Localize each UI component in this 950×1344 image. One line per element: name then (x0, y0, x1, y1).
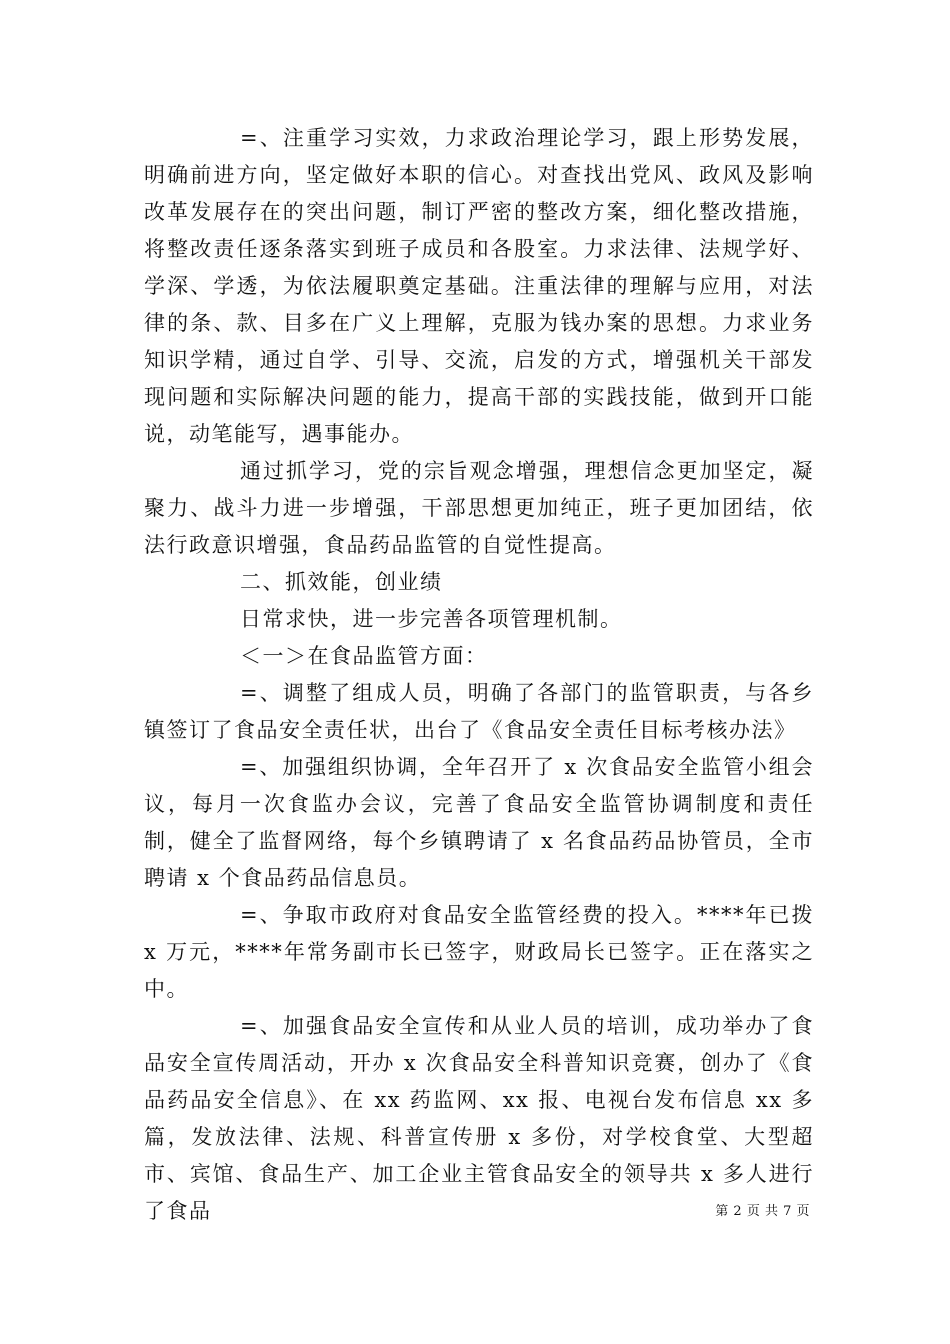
paragraph-publicity-training: =、加强食品安全宣传和从业人员的培训，成功举办了食品安全宣传周活动，开办 x 次食品安全科普知识竞赛，创办了《食品药品安全信息》、在 xx 药监网、xx 报、电视台发布信息 xx 多篇，发放法律、法规、科普宣传册 x 多份，对学校食堂、大型超市、宾馆、食品生产、加工企业主管食品安全的领导共 x 多人进行了食品 (144, 1014, 814, 1223)
page-number-footer: 第 2 页 共 7 页 (715, 1204, 810, 1219)
paragraph-study-effect: =、注重学习实效，力求政治理论学习，跟上形势发展，明确前进方向，坚定做好本职的信心。对查找出党风、政风及影响改革发展存在的突出问题，制订严密的整改方案，细化整改措施，将整改责任逐条落实到班子成员和各股室。力求法律、法规学好、学深、学透，为依法履职奠定基础。注重法律的理解与应用，对法律的条、款、目多在广义上理解，克服为钱办案的思想。力求业务知识学精，通过自学、引导、交流，启发的方式，增强机关干部发现问题和实际解决问题的能力，提高干部的实践技能，做到开口能说，动笔能写，遇事能办。 (144, 126, 814, 446)
paragraph-study-result: 通过抓学习，党的宗旨观念增强，理想信念更加坚定，凝聚力、战斗力进一步增强，干部思想更加纯正，班子更加团结，依法行政意识增强，食品药品监管的自觉性提高。 (144, 459, 814, 557)
document-body (144, 120, 814, 1230)
paragraph-coordination: =、加强组织协调，全年召开了 x 次食品安全监管小组会议，每月一次食监办会议，完善了食品安全监管协调制度和责任制，健全了监督网络，每个乡镇聘请了 x 名食品药品协管员，全市聘请 x 个食品药品信息员。 (144, 755, 814, 890)
paragraph-funding: =、争取市政府对食品安全监管经费的投入。****年已拨 x 万元，****年常务副市长已签字，财政局长已签字。正在落实之中。 (144, 903, 814, 1001)
paragraph-daily-mechanism: 日常求快，进一步完善各项管理机制。 (240, 607, 623, 631)
paragraph-personnel-adjust: =、调整了组成人员，明确了各部门的监管职责，与各乡镇签订了食品安全责任状，出台了《食品安全责任目标考核办法》 (144, 681, 814, 742)
subsection-heading-food: ＜一＞在食品监管方面： (240, 644, 488, 668)
section-heading-efficiency: 二、抓效能，创业绩 (240, 570, 443, 594)
